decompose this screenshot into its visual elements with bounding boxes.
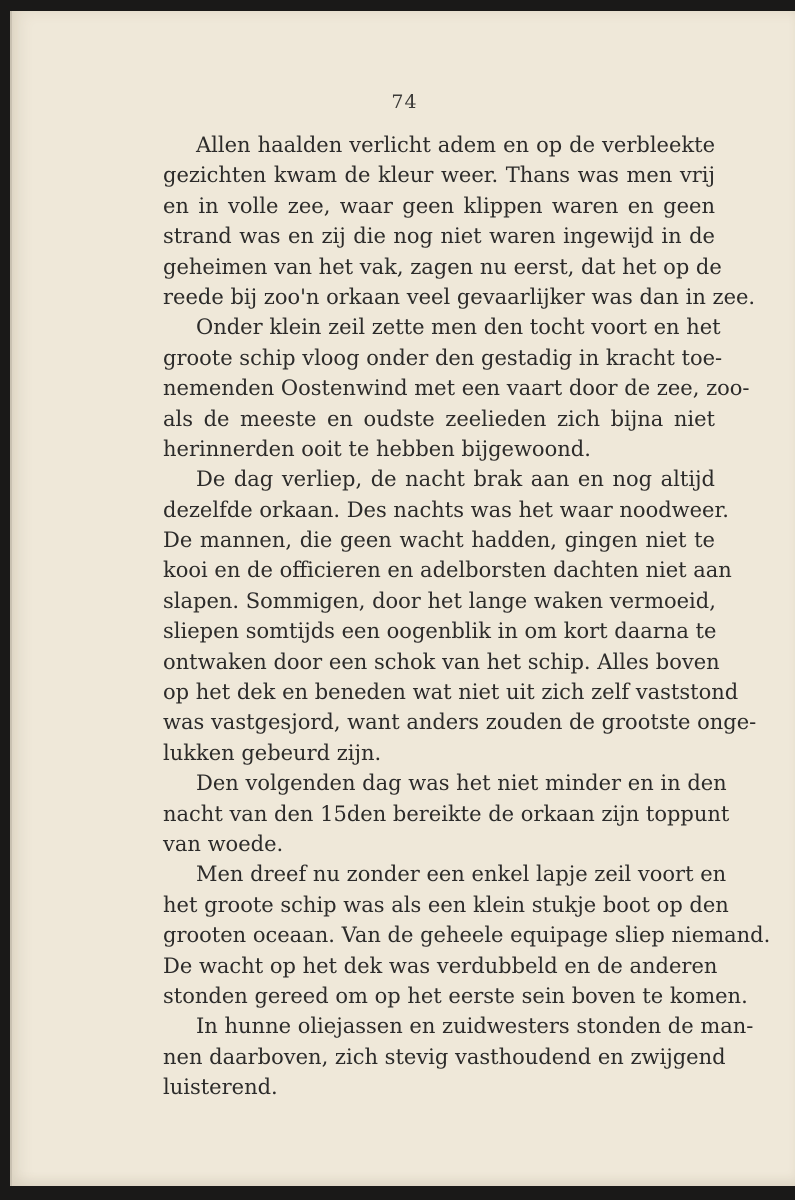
text-line: als de meeste en oudste zeelieden zich bijna niet (163, 406, 715, 431)
text-line: In hunne oliejassen en zuidwesters stonden de man- (196, 1014, 754, 1039)
text-line: slapen. Sommigen, door het lange waken vermoeid, (163, 588, 716, 613)
text-line: gezichten kwam de kleur weer. Thans was men vrij (163, 163, 715, 188)
text-line: geheimen van het vak, zagen nu eerst, dat het op de (163, 254, 722, 279)
text-line: dezelfde orkaan. Des nachts was het waar noodweer. (163, 497, 729, 522)
paragraph (163, 464, 757, 768)
text-line: De mannen, die geen wacht hadden, gingen niet te (163, 528, 715, 553)
text-line: groote schip vloog onder den gestadig in kracht toe- (163, 345, 723, 370)
text-line: nen daarboven, zich stevig vasthoudend en zwijgend (163, 1044, 726, 1069)
text-line: stonden gereed om op het eerste sein boven te komen. (163, 983, 748, 1008)
text-line: Den volgenden dag was het niet minder en in den (196, 771, 727, 796)
text-line: kooi en de officieren en adelborsten dachten niet aan (163, 558, 732, 583)
text-line: het groote schip was als een klein stukje boot op den (163, 892, 729, 917)
paragraph (163, 312, 750, 464)
text-line: luisterend. (163, 1075, 278, 1100)
text-line: nemenden Oostenwind met een vaart door de zee, zoo- (163, 376, 750, 401)
text-line: Allen haalden verlicht adem en op de verbleekte (196, 133, 715, 157)
book-page (10, 11, 795, 1186)
paragraph (163, 1011, 754, 1102)
text-line: grooten oceaan. Van de geheele equipage sliep niemand. (163, 923, 771, 948)
text-line: en in volle zee, waar geen klippen waren en geen (163, 193, 715, 218)
text-line: Onder klein zeil zette men den tocht voort en het (196, 315, 721, 340)
text-line: nacht van den 15den bereikte de orkaan zijn toppunt (163, 801, 730, 826)
text-line: strand was en zij die nog niet waren ingewijd in de (163, 224, 715, 249)
text-line: was vastgesjord, want anders zouden de grootste onge- (163, 710, 757, 735)
text-line: sliepen somtijds een oogenblik in om kort daarna te (163, 619, 717, 644)
paragraph (163, 130, 756, 312)
page-number: 74 (391, 91, 418, 113)
text-line: herinnerden ooit te hebben bijgewoond. (163, 436, 591, 461)
paragraph (163, 859, 771, 1011)
text-line: van woede. (163, 831, 284, 856)
text-line: reede bij zoo'n orkaan veel gevaarlijker was dan in zee. (163, 284, 756, 309)
text-line: De dag verliep, de nacht brak aan en nog altijd (196, 467, 715, 492)
paragraph (163, 768, 730, 859)
body-text (163, 130, 771, 1103)
text-line: Men dreef nu zonder een enkel lapje zeil voort en (196, 862, 727, 887)
scan-border (10, 1186, 795, 1200)
text-line: op het dek en beneden wat niet uit zich zelf vaststond (163, 680, 739, 705)
text-line: De wacht op het dek was verdubbeld en de anderen (163, 953, 718, 978)
text-line: ontwaken door een schok van het schip. Alles boven (163, 649, 720, 674)
text-line: lukken gebeurd zijn. (163, 740, 382, 765)
